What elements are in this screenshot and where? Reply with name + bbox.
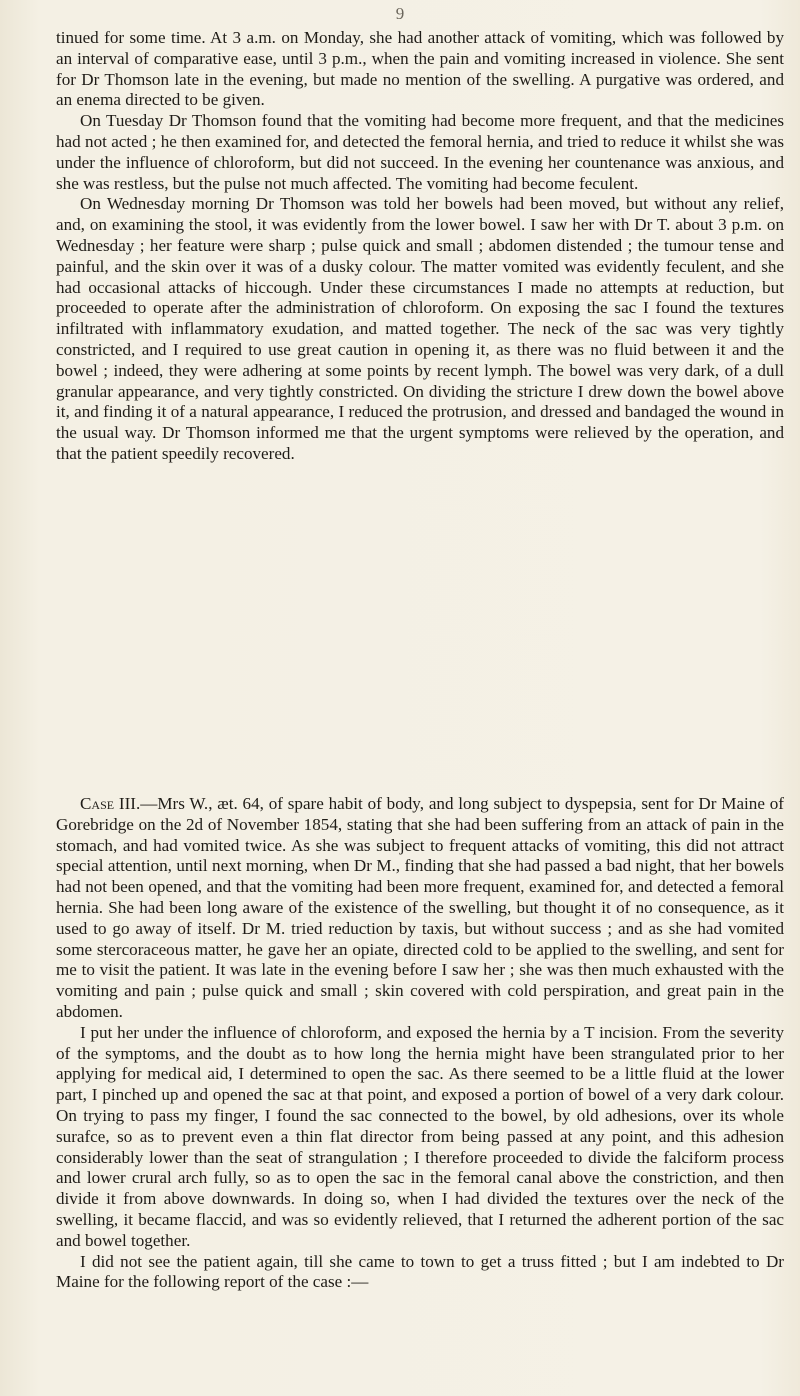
page-number: 9 <box>395 4 405 23</box>
case-heading: Case III. <box>80 794 141 813</box>
case-two-continuation <box>56 28 784 465</box>
paragraph: tinued for some time. At 3 a.m. on Monday, she had another attack of vomiting, which was followed by an interval of comparative ease, until 3 p.m., when the pain and vomiting increased in violence. She sent for Dr Thomson late in the evening, but made no mention of the swelling. A purgative was ordered, and an enema directed to be given. <box>56 28 784 110</box>
paragraph: I put her under the influence of chloroform, and exposed the hernia by a T incision. From the severity of the symptoms, and the doubt as to how long the hernia might have been strangulated prior to her applying for medical aid, I determined to open the sac. As there seemed to be a little fluid at the lower part, I pinched up and opened the sac at that point, and exposed a portion of bowel of a very dark colour. On trying to pass my finger, I found the sac connected to the bowel, by old adhesions, over its whole surafce, so as to prevent even a thin flat director from being passed at any point, and this adhesion considerably lower than the seat of strangulation ; I therefore proceeded to divide the falciform process and lower crural arch fully, so as to open the sac in the femoral canal above the constriction, and then divide it from above downwards. In doing so, when I had divided the textures over the neck of the swelling, it became flaccid, and was so evidently relieved, that I returned the adherent portion of the sac and bowel together. <box>56 1022 784 1250</box>
paragraph: On Wednesday morning Dr Thomson was told her bowels had been moved, but without any relief, and, on examining the stool, it was evidently from the lower bowel. I saw her with Dr T. about 3 p.m. on Wednesday ; her feature were sharp ; pulse quick and small ; abdomen distended ; the tumour tense and painful, and the skin over it was of a dusky colour. The matter vomited was evidently feculent, and she had occasional attacks of hiccough. Under these circumstances I made no attempts at reduction, but proceeded to operate after the administration of chloroform. On exposing the sac I found the textures infiltrated with inflammatory exudation, and matted together. The neck of the sac was very tightly constricted, and I required to use great caution in opening it, as there was no fluid between it and the bowel ; indeed, they were adhering at some points by recent lymph. The bowel was very dark, of a dull granular appearance, and very tightly constricted. On dividing the stricture I drew down the bowel above it, and finding it of a natural appearance, I reduced the protrusion, and dressed and bandaged the wound in the usual way. Dr Thomson informed me that the urgent symptoms were relieved by the operation, and that the patient speedily recovered. <box>56 194 784 463</box>
paragraph-text: —Mrs W., æt. 64, of spare habit of body, and long subject to dyspepsia, sent for Dr Maine of Gorebridge on the 2d of November 1854, stating that she had been suffering from an attack of pain in the stomach, and had vomited twice. As she was subject to frequent attacks of vomiting, this did not attract special attention, until next morning, when Dr M., finding that she had passed a bad night, that her bowels had not been opened, and that the vomiting had been more frequent, examined for, and detected a femoral hernia. She had been long aware of the existence of the swelling, but thought it of no consequence, as it used to go away of itself. Dr M. tried reduction by taxis, but without success ; and as she had vomited some stercoraceous matter, he gave her an opiate, directed cold to be applied to the swelling, and sent for me to visit the patient. It was late in the evening before I saw her ; she was then much exhausted with the vomiting and pain ; pulse quick and small ; skin covered with cold perspiration, and great pain in the abdomen. <box>56 794 784 1021</box>
paragraph: I did not see the patient again, till she came to town to get a truss fitted ; but I am indebted to Dr Maine for the following report of the case :— <box>56 1251 784 1292</box>
paragraph <box>56 794 784 1023</box>
paragraph: On Tuesday Dr Thomson found that the vomiting had become more frequent, and that the medicines had not acted ; he then examined for, and detected the femoral hernia, and tried to reduce it whilst she was under the influence of chloroform, but did not succeed. In the evening her countenance was anxious, and she was restless, but the pulse not much affected. The vomiting had become feculent. <box>56 111 784 193</box>
case-three-section <box>56 794 784 1293</box>
